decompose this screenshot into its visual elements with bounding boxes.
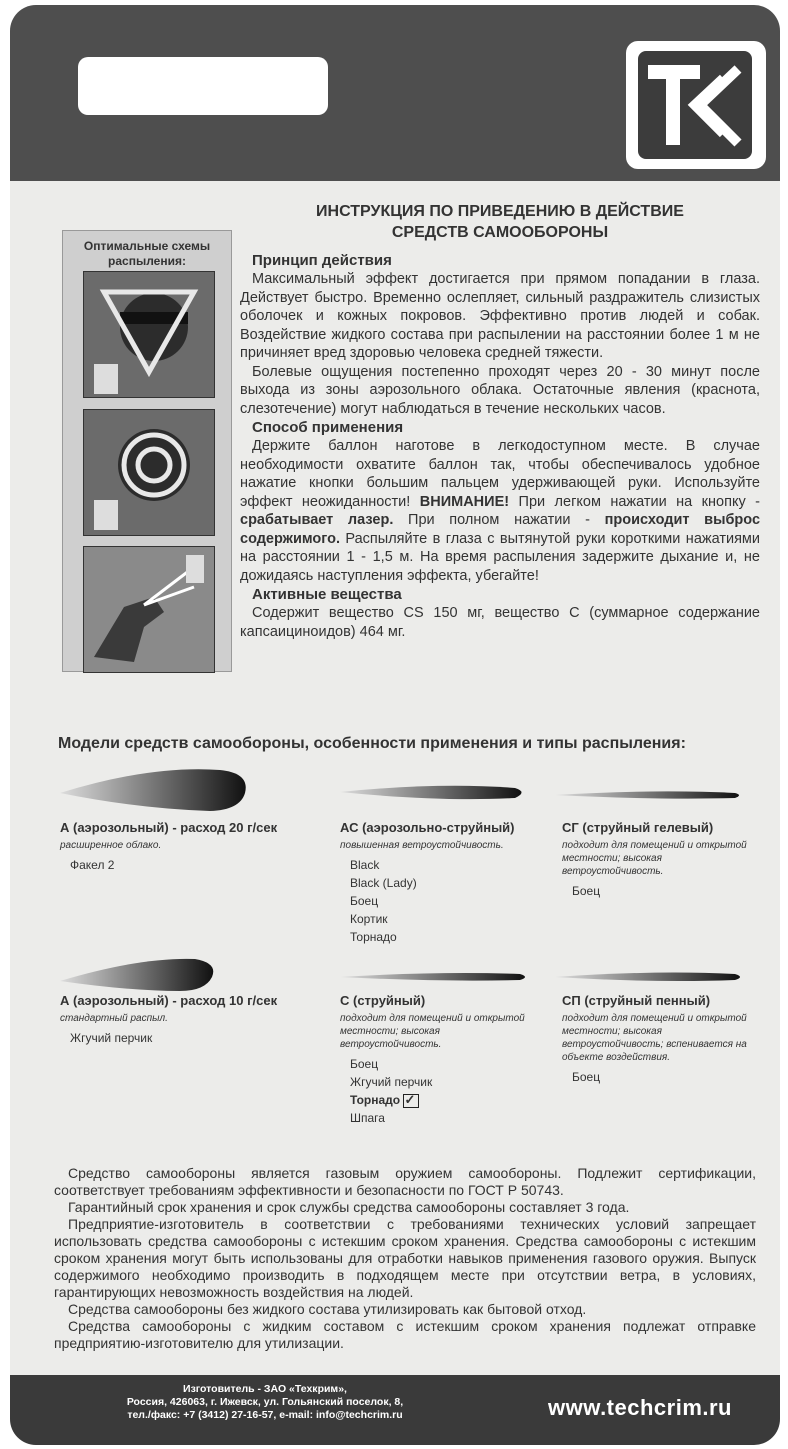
dog-pattern-icon bbox=[84, 547, 214, 672]
spiral-pattern-icon bbox=[84, 410, 214, 535]
checkmark-icon: ✓ bbox=[403, 1094, 419, 1108]
list-item: Боец bbox=[350, 1057, 379, 1071]
model-sp: СП (струйный пенный) подходит для помещений и открытой местности; высокая ветроустойчивость; вспенивается на объекте воздействия. Боец bbox=[562, 993, 757, 1086]
package-card bbox=[10, 5, 780, 1445]
list-item: Торнадо ✓ bbox=[340, 1091, 540, 1109]
model-a20: А (аэрозольный) - расход 20 г/сек расширенное облако. Факел 2 bbox=[60, 820, 310, 874]
legal-paragraph-4: Средства самообороны без жидкого состава утилизировать как бытовой отход. bbox=[68, 1301, 587, 1317]
usage-heading: Способ применения bbox=[252, 419, 404, 436]
principle-paragraph-1: Максимальный эффект достигается при прямом попадании в глаза. Действует быстро. Временно ослепляет, сильный раздражитель слизистых оболочек и кожных покровов. Эффективно против людей и собак. Воздействие жидкого состава при распылении на расстоянии более 1 м не причиняет вред здоровью человека средней тяжести. bbox=[240, 271, 760, 361]
manufacturer-band bbox=[10, 1375, 780, 1445]
active-heading: Активные вещества bbox=[252, 586, 402, 603]
list-item: Боец bbox=[572, 1070, 601, 1084]
model-s: С (струйный) подходит для помещений и открытой местности; высокая ветроустойчивость. Боец Жгучий перчик Торнадо ✓ Шпага bbox=[340, 993, 540, 1127]
usage-paragraph: Держите баллон наготове в легкодоступном месте. В случае необходимости охватите баллон так, чтобы обеспечивалось удобное нажатие кнопки большим пальцем удерживающей руки. Используйте эффект неожиданности! ВНИМАНИЕ! При легком нажатии на кнопку - срабатывает лазер. При полном нажатии - происходит выброс содержимого. Распыляйте в глаза с вытянутой руки короткими нажатиями на расстоянии 1 - 1,5 м. На время распыления задержите дыхание и, не дожидаясь наступления эффекта, убегайте! bbox=[240, 438, 761, 584]
brand-logo bbox=[626, 41, 766, 169]
legal-paragraph-3: Предприятие-изготовитель в соответствии с требованиями технических условий запрещает использовать средства самообороны с истекшим сроком хранения. Средства самообороны с истекшим сроком хранения могут быть использованы для отработки навыков применения газового оружия. Выпуск содержимого необходимо производить в подходящем месте при отсутствии ветра, в условиях, гарантирующих невозможность воздействия на людей. bbox=[54, 1216, 756, 1300]
list-item: Жгучий перчик bbox=[70, 1031, 153, 1045]
face-triangle-scheme-image bbox=[83, 271, 215, 398]
header-band bbox=[10, 5, 780, 181]
instruction-text bbox=[240, 251, 760, 641]
hang-hole bbox=[78, 57, 328, 115]
panel-title: Оптимальные схемы распыления: bbox=[83, 239, 211, 268]
model-a10: А (аэрозольный) - расход 10 г/сек стандартный распыл. Жгучий перчик bbox=[60, 993, 310, 1047]
legal-paragraph-2: Гарантийный срок хранения и срок службы средства самообороны составляет 3 года. bbox=[68, 1199, 630, 1215]
models-title: Модели средств самообороны, особенности применения и типы распыления: bbox=[58, 735, 686, 752]
list-item: Кортик bbox=[350, 912, 388, 926]
spray-schemes-panel bbox=[62, 230, 232, 672]
spray-standard-cloud-icon bbox=[60, 955, 220, 995]
principle-paragraph-2: Болевые ощущения постепенно проходят через 20 - 30 минут после выхода из зоны аэрозольного облака. Остаточные явления (краснота, слезотечение) могут наблюдаться в течение нескольких часов. bbox=[240, 363, 760, 417]
website-url: www.techcrim.ru bbox=[548, 1395, 732, 1420]
dog-scheme-image bbox=[83, 546, 215, 673]
spray-gel-jet-icon bbox=[555, 785, 745, 805]
list-item: Black (Lady) bbox=[350, 876, 417, 890]
model-sg: СГ (струйный гелевый) подходит для помещений и открытой местности; высокая ветроустойчивость. Боец bbox=[562, 820, 752, 900]
list-item: Шпага bbox=[350, 1111, 385, 1125]
list-item: Факел 2 bbox=[70, 858, 115, 872]
manufacturer-info: Изготовитель - ЗАО «Техкрим», Россия, 426063, г. Ижевск, ул. Гольянский поселок, 8, тел./факс: +7 (3412) 27-16-57, e-mail: info@techcrim.ru bbox=[126, 1383, 404, 1421]
instruction-title: ИНСТРУКЦИЯ ПО ПРИВЕДЕНИЮ В ДЕЙСТВИЕ СРЕДСТВ САМООБОРОНЫ bbox=[316, 203, 684, 241]
list-item: Боец bbox=[572, 884, 601, 898]
legal-paragraph-5: Средства самообороны с жидким составом с истекшим сроком хранения подлежат отправке предприятию-изготовителю для утилизации. bbox=[54, 1318, 756, 1351]
list-item: Торнадо bbox=[350, 930, 397, 944]
principle-heading: Принцип действия bbox=[252, 252, 392, 269]
active-paragraph: Содержит вещество CS 150 мг, вещество С (суммарное содержание капсаициноидов) 464 мг. bbox=[240, 605, 760, 640]
spray-stream-jet-icon bbox=[340, 967, 530, 987]
spray-aerosol-jet-icon bbox=[340, 780, 530, 808]
spray-foam-jet-icon bbox=[555, 967, 745, 987]
face-spiral-scheme-image bbox=[83, 409, 215, 536]
list-item: Боец bbox=[350, 894, 379, 908]
spray-wide-cloud-icon bbox=[60, 765, 250, 815]
model-as: АС (аэрозольно-струйный) повышенная ветроустойчивость. Black Black (Lady) Боец Кортик Торнадо bbox=[340, 820, 540, 946]
list-item: Black bbox=[350, 858, 380, 872]
legal-text bbox=[54, 1165, 756, 1352]
triangle-pattern-icon bbox=[84, 272, 214, 397]
list-item: Жгучий перчик bbox=[350, 1075, 433, 1089]
logo-tk-icon bbox=[638, 51, 752, 159]
legal-paragraph-1: Средство самообороны является газовым оружием самообороны. Подлежит сертификации, соответствует требованиям эффективности и безопасности по ГОСТ Р 50743. bbox=[54, 1165, 756, 1198]
